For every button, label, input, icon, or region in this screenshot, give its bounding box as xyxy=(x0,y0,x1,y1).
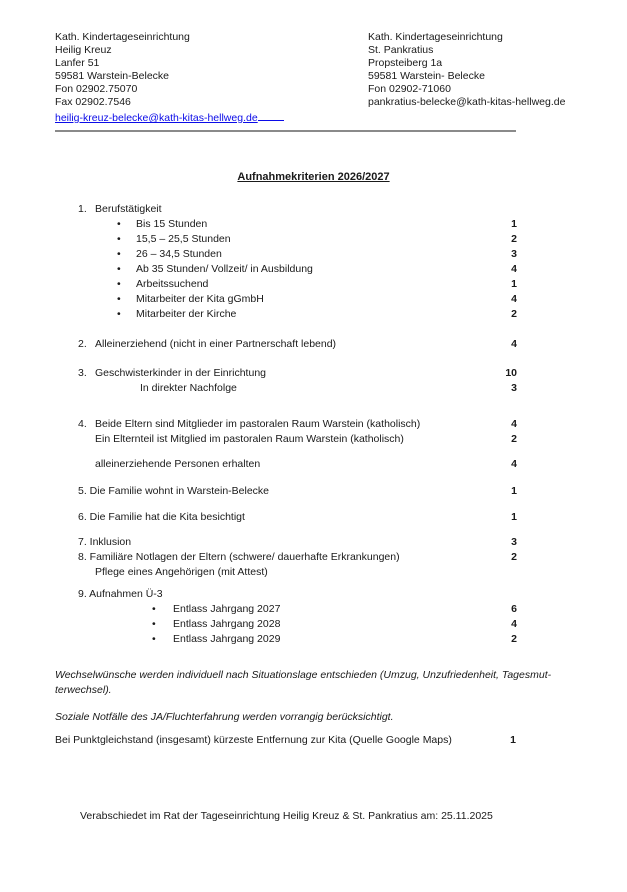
sender-line: pankratius-belecke@kath-kitas-hellweg.de xyxy=(368,96,566,108)
points-value: 4 xyxy=(511,618,517,630)
points-value: 4 xyxy=(511,418,517,430)
sender-block-heilig-kreuz xyxy=(55,31,284,125)
bullet-icon: • xyxy=(117,278,121,290)
bullet-icon: • xyxy=(117,233,121,245)
criteria-row xyxy=(0,432,627,447)
criteria-text: 5. Die Familie wohnt in Warstein-Belecke xyxy=(78,485,270,497)
bullet-icon: • xyxy=(117,263,121,275)
criteria-row xyxy=(0,510,627,525)
criteria-text: Arbeitssuchend xyxy=(136,278,209,290)
criteria-text: Beide Eltern sind Mitglieder im pastoralen Raum Warstein (katholisch) xyxy=(95,418,421,430)
item-number: 3. xyxy=(78,367,87,379)
criteria-text: Bis 15 Stunden xyxy=(136,218,208,230)
points-value: 2 xyxy=(511,308,517,320)
criteria-text: Ab 35 Stunden/ Vollzeit/ in Ausbildung xyxy=(136,263,313,275)
sender-line: St. Pankratius xyxy=(368,44,434,56)
criteria-text: Mitarbeiter der Kirche xyxy=(136,308,237,320)
criteria-row xyxy=(0,232,627,247)
note-line: terwechsel). xyxy=(55,684,112,696)
bullet-icon: • xyxy=(152,633,156,645)
criteria-text: 8. Familiäre Notlagen der Eltern (schwere/ dauerhafte Erkrankungen) xyxy=(78,551,400,563)
criteria-text: Ein Elternteil ist Mitglied im pastoralen Raum Warstein (katholisch) xyxy=(95,433,404,445)
criteria-row xyxy=(0,587,627,602)
criteria-row xyxy=(0,307,627,322)
criteria-text: 6. Die Familie hat die Kita besichtigt xyxy=(78,511,245,523)
criteria-list xyxy=(0,202,627,647)
sender-block-st-pankratius xyxy=(368,31,565,109)
points-value: 2 xyxy=(511,633,517,645)
points-value: 3 xyxy=(511,382,517,394)
item-number: 4. xyxy=(78,418,87,430)
criteria-text: Geschwisterkinder in der Einrichtung xyxy=(95,367,266,379)
criteria-text: In direkter Nachfolge xyxy=(140,382,237,394)
note-line: Wechselwünsche werden individuell nach Situationslage entschieden (Umzug, Unzufriedenheit, Tagesmut- xyxy=(55,669,552,681)
points-value: 1 xyxy=(511,511,517,523)
points-value: 4 xyxy=(511,263,517,275)
sender-line: Kath. Kindertageseinrichtung xyxy=(368,31,503,43)
criteria-text: 7. Inklusion xyxy=(78,536,132,548)
criteria-text: Entlass Jahrgang 2028 xyxy=(173,618,281,630)
criteria-text: alleinerziehende Personen erhalten xyxy=(95,458,261,470)
sender-line: Fon 02902.75070 xyxy=(55,83,138,95)
criteria-text: 9. Aufnahmen Ü-3 xyxy=(78,588,163,600)
criteria-row xyxy=(0,262,627,277)
criteria-text: Alleinerziehend (nicht in einer Partnerschaft lebend) xyxy=(95,338,337,350)
bullet-icon: • xyxy=(117,293,121,305)
criteria-row xyxy=(0,381,627,396)
bullet-icon: • xyxy=(117,248,121,260)
criteria-text: 15,5 – 25,5 Stunden xyxy=(136,233,231,245)
note-line: Bei Punktgleichstand (insgesamt) kürzeste Entfernung zur Kita (Quelle Google Maps) xyxy=(55,734,452,746)
points-value: 4 xyxy=(511,338,517,350)
footer-note: Verabschiedet im Rat der Tageseinrichtung Heilig Kreuz & St. Pankratius am: 25.11.2025 xyxy=(80,810,493,822)
item-number: 1. xyxy=(78,203,87,215)
criteria-row xyxy=(0,277,627,292)
email-underline-tail xyxy=(258,109,284,121)
criteria-row xyxy=(0,292,627,307)
criteria-row xyxy=(0,617,627,632)
criteria-text: Berufstätigkeit xyxy=(95,203,162,215)
criteria-text: Pflege eines Angehörigen (mit Attest) xyxy=(95,566,268,578)
criteria-row xyxy=(0,484,627,499)
page-title: Aufnahmekriterien 2026/2027 xyxy=(237,171,390,183)
points-value: 2 xyxy=(511,551,517,563)
criteria-row xyxy=(0,417,627,432)
note-line: Soziale Notfälle des JA/Fluchterfahrung werden vorrangig berücksichtigt. xyxy=(55,711,394,723)
criteria-text: Entlass Jahrgang 2027 xyxy=(173,603,281,615)
criteria-row xyxy=(0,337,627,352)
note-paragraph xyxy=(55,668,570,698)
points-value: 4 xyxy=(511,458,517,470)
criteria-row xyxy=(0,217,627,232)
bullet-icon: • xyxy=(152,603,156,615)
points-value: 1 xyxy=(510,734,516,746)
criteria-row xyxy=(0,457,627,472)
header-divider xyxy=(55,130,516,132)
sender-line: 59581 Warstein- Belecke xyxy=(368,70,485,82)
note-paragraph xyxy=(55,710,570,725)
bullet-icon: • xyxy=(117,218,121,230)
item-number: 2. xyxy=(78,338,87,350)
criteria-row xyxy=(0,602,627,617)
sender-line: 59581 Warstein-Belecke xyxy=(55,70,170,82)
points-value: 4 xyxy=(511,293,517,305)
note-paragraph xyxy=(55,733,570,748)
criteria-row xyxy=(0,550,627,565)
points-value: 1 xyxy=(511,218,517,230)
notes-section xyxy=(55,668,570,748)
points-value: 3 xyxy=(511,248,517,260)
criteria-row xyxy=(0,565,627,580)
criteria-row xyxy=(0,632,627,647)
points-value: 3 xyxy=(511,536,517,548)
bullet-icon: • xyxy=(152,618,156,630)
criteria-text: 26 – 34,5 Stunden xyxy=(136,248,222,260)
sender-line: Propsteiberg 1a xyxy=(368,57,443,69)
points-value: 1 xyxy=(511,485,517,497)
email-line xyxy=(55,109,284,125)
criteria-text: Entlass Jahrgang 2029 xyxy=(173,633,281,645)
bullet-icon: • xyxy=(117,308,121,320)
points-value: 6 xyxy=(511,603,517,615)
sender-line: Kath. Kindertageseinrichtung xyxy=(55,31,190,43)
sender-line: Lanfer 51 xyxy=(55,57,100,69)
criteria-row xyxy=(0,535,627,550)
points-value: 2 xyxy=(511,233,517,245)
criteria-row xyxy=(0,202,627,217)
points-value: 2 xyxy=(511,433,517,445)
criteria-row xyxy=(0,366,627,381)
points-value: 10 xyxy=(505,367,517,379)
criteria-text: Mitarbeiter der Kita gGmbH xyxy=(136,293,264,305)
sender-line: Fax 02902.7546 xyxy=(55,96,131,108)
criteria-row xyxy=(0,247,627,262)
sender-line: Heilig Kreuz xyxy=(55,44,112,56)
email-link[interactable]: heilig-kreuz-belecke@kath-kitas-hellweg.de xyxy=(55,112,258,124)
points-value: 1 xyxy=(511,278,517,290)
sender-line: Fon 02902-71060 xyxy=(368,83,451,95)
